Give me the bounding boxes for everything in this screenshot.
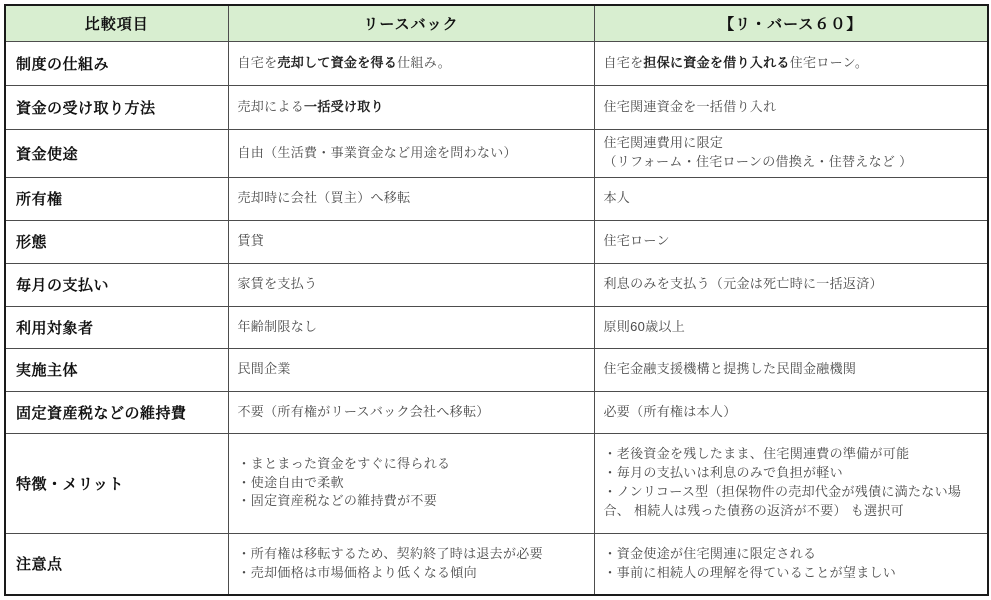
header-cell-item: 比較項目 [5, 5, 228, 41]
cell-line: 自宅を売却して資金を得る仕組み。 [237, 54, 452, 70]
cell-line: ・使途自由で柔軟 [237, 474, 344, 490]
row-label: 利用対象者 [5, 306, 228, 348]
table-row [5, 85, 988, 129]
row-label: 注意点 [5, 533, 228, 595]
leaseback-cell [228, 129, 594, 177]
header-row [5, 5, 988, 41]
reverse60-cell [594, 177, 988, 220]
cell-line: 売却時に会社（買主）へ移転 [237, 190, 411, 206]
row-label: 資金の受け取り方法 [5, 85, 228, 129]
table-row [5, 391, 988, 433]
table-row [5, 129, 988, 177]
cell-line: ・毎月の支払いは利息のみで負担が軽い [603, 465, 843, 481]
table-row [5, 263, 988, 306]
cell-line: 原則60歳以上 [603, 318, 686, 334]
leaseback-cell [228, 306, 594, 348]
table-row [5, 348, 988, 391]
cell-line: 必要（所有権は本人） [603, 403, 737, 419]
leaseback-cell [228, 177, 594, 220]
reverse60-cell [594, 220, 988, 263]
table-row [5, 177, 988, 220]
cell-line: 家賃を支払う [237, 276, 318, 292]
row-label: 制度の仕組み [5, 41, 228, 85]
reverse60-cell [594, 306, 988, 348]
reverse60-cell [594, 263, 988, 306]
table-header [5, 5, 988, 41]
row-label: 固定資産税などの維持費 [5, 391, 228, 433]
cell-line: ・ノンリコース型（担保物件の売却代金が残債に満たない場合、 相続人は残った債務の返済が不要） も選択可 [603, 484, 962, 518]
cell-line: 本人 [603, 190, 631, 206]
header-cell-leaseback: リースバック [228, 5, 594, 41]
reverse60-cell [594, 41, 988, 85]
row-label: 実施主体 [5, 348, 228, 391]
leaseback-cell [228, 348, 594, 391]
leaseback-cell [228, 391, 594, 433]
cell-line: 住宅関連資金を一括借り入れ [603, 98, 777, 114]
cell-line: 住宅関連費用に限定 [603, 135, 724, 151]
reverse60-cell [594, 85, 988, 129]
cell-line: ・まとまった資金をすぐに得られる [237, 455, 451, 471]
header-cell-reverse60: 【リ・バース６０】 [594, 5, 988, 41]
cell-line: 売却による一括受け取り [237, 98, 384, 114]
cell-line: 不要（所有権がリースバック会社へ移転） [237, 403, 490, 419]
cell-line: 利息のみを支払う（元金は死亡時に一括返済） [603, 276, 883, 292]
reverse60-cell [594, 533, 988, 595]
cell-line: ・老後資金を残したまま、住宅関連費の準備が可能 [603, 446, 910, 462]
reverse60-cell [594, 348, 988, 391]
cell-line: ・事前に相続人の理解を得ていることが望ましい [603, 564, 897, 580]
cell-line: ・資金使途が住宅関連に限定される [603, 545, 817, 561]
table-row [5, 306, 988, 348]
cell-line: ・固定資産税などの維持費が不要 [237, 493, 438, 509]
reverse60-cell [594, 433, 988, 533]
leaseback-cell [228, 41, 594, 85]
cell-line: ・売却価格は市場価格より低くなる傾向 [237, 564, 477, 580]
cell-line: ・所有権は移転するため、契約終了時は退去が必要 [237, 545, 543, 561]
row-label: 所有権 [5, 177, 228, 220]
comparison-table-body [5, 41, 988, 595]
reverse60-cell [594, 391, 988, 433]
cell-line: （リフォーム・住宅ローンの借換え・住替えなど ） [603, 154, 913, 169]
cell-line: 住宅ローン [603, 233, 670, 249]
leaseback-cell [228, 85, 594, 129]
table-row [5, 41, 988, 85]
table-row [5, 220, 988, 263]
cell-line: 自宅を担保に資金を借り入れる住宅ローン。 [603, 54, 869, 70]
cell-line: 民間企業 [237, 361, 291, 377]
cell-line: 賃貸 [237, 233, 265, 249]
leaseback-cell [228, 433, 594, 533]
row-label: 形態 [5, 220, 228, 263]
row-label: 毎月の支払い [5, 263, 228, 306]
leaseback-cell [228, 533, 594, 595]
reverse60-cell [594, 129, 988, 177]
comparison-table [4, 4, 989, 596]
leaseback-cell [228, 263, 594, 306]
leaseback-cell [228, 220, 594, 263]
cell-line: 住宅金融支援機構と提携した民間金融機関 [603, 361, 857, 377]
table-row [5, 533, 988, 595]
table-row [5, 433, 988, 533]
cell-line: 自由（生活費・事業資金など用途を問わない） [237, 144, 517, 160]
row-label: 資金使途 [5, 129, 228, 177]
row-label: 特徴・メリット [5, 433, 228, 533]
cell-line: 年齢制限なし [237, 318, 318, 334]
